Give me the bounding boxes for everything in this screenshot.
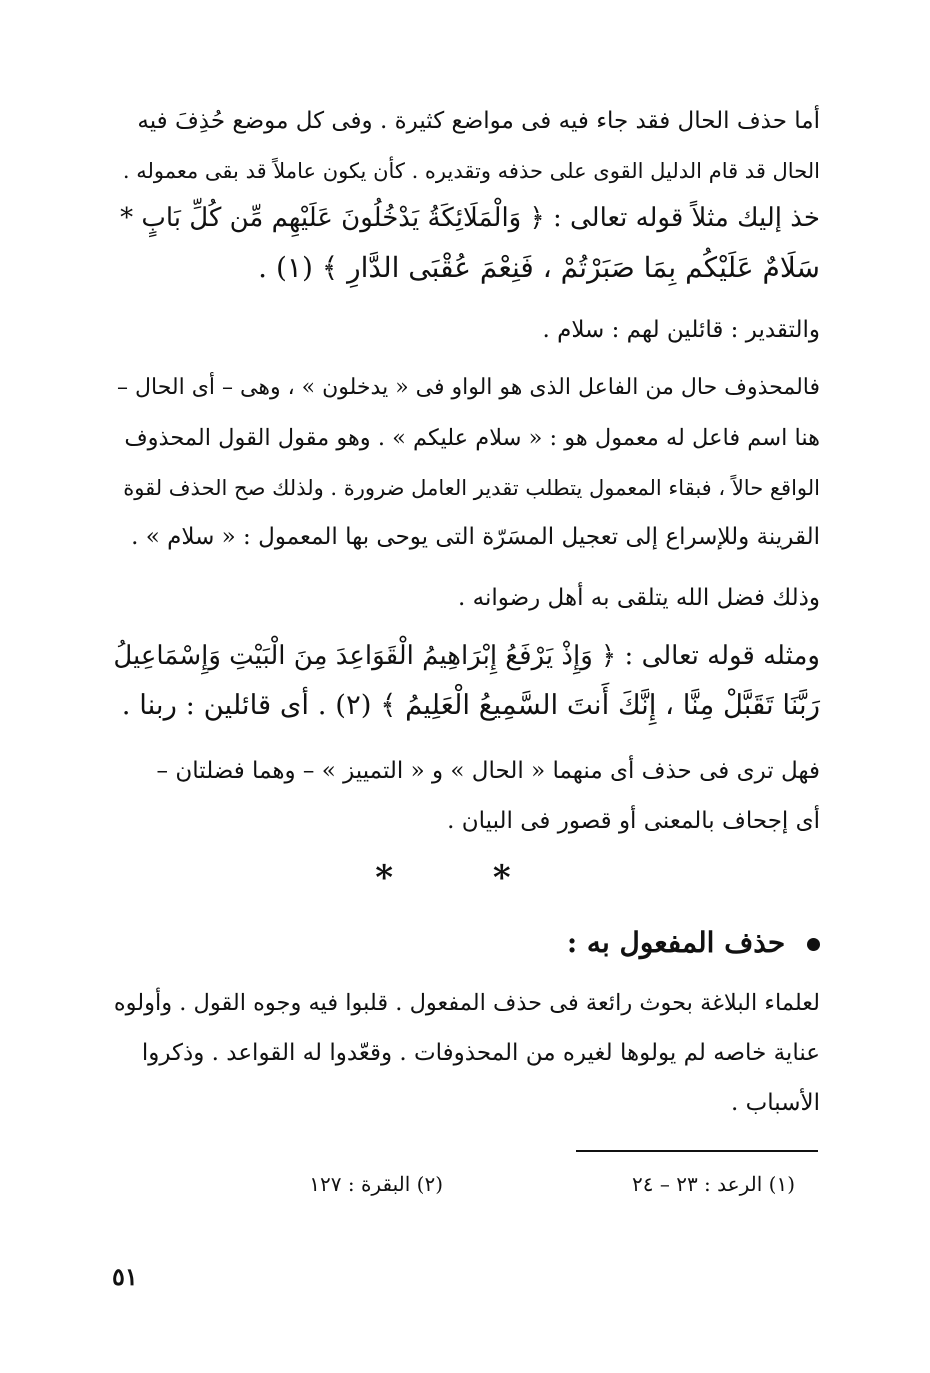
- quran-verse-line: سَلَامٌ عَلَيْكُم بِمَا صَبَرْتُمْ ، فَنِعْمَ عُقْبَى الدَّارِ ﴾ (١) .: [258, 251, 820, 284]
- section-separator: * *: [375, 858, 555, 898]
- text-line: أما حذف الحال فقد جاء فيه فى مواضع كثيرة . وفى كل موضع حُذِفَ فيه: [137, 108, 820, 134]
- text-line: القرينة وللإسراع إلى تعجيل المسَرّة التى يوحى بها المعمول : « سلام » .: [131, 524, 820, 550]
- text-line: لعلماء البلاغة بحوث رائعة فى حذف المفعول . قلبوا فيه وجوه القول . وأولوه: [113, 990, 820, 1016]
- text-line: عناية خاصه لم يولوها لغيره من المحذوفات . وقعّدوا له القواعد . وذكروا: [141, 1040, 820, 1066]
- footnote-divider: [576, 1150, 818, 1152]
- quran-verse-line: رَبَّنَا تَقَبَّلْ مِنَّا ، إِنَّكَ أَنتَ السَّمِيعُ الْعَلِيمُ ﴾ (٢) . أى قائلين : ربنا .: [121, 689, 820, 721]
- text-line: والتقدير : قائلين لهم : سلام .: [542, 317, 820, 343]
- text-line: وذلك فضل الله يتلقى به أهل رضوانه .: [457, 585, 820, 611]
- footnote-1: (١) الرعد : ٢٣ – ٢٤: [632, 1172, 795, 1196]
- text-line: الأسباب .: [730, 1090, 820, 1116]
- text-line: هنا اسم فاعل له معمول هو : « سلام عليكم » . وهو مقول القول المحذوف: [124, 425, 820, 451]
- section-heading-text: حذف المفعول به :: [566, 926, 786, 959]
- section-heading: [567, 926, 820, 959]
- quran-verse-line: خذ إليك مثلاً قوله تعالى : ﴿ وَالْمَلَائِكَةُ يَدْخُلُونَ عَلَيْهِم مِّن كُلِّ بَابٍ *: [120, 203, 820, 233]
- page-number: ٥١: [112, 1262, 138, 1291]
- bullet-icon: [807, 938, 820, 951]
- text-line: الواقع حالاً ، فبقاء المعمول يتطلب تقدير العامل ضرورة . ولذلك صح الحذف لقوة: [123, 476, 820, 500]
- footnote-2: (٢) البقرة : ١٢٧: [309, 1172, 443, 1196]
- text-line: فهل ترى فى حذف أى منهما « الحال » و « التمييز » – وهما فضلتان –: [156, 758, 820, 784]
- text-line: فالمحذوف حال من الفاعل الذى هو الواو فى « يدخلون » ، وهى – أى الحال –: [117, 375, 820, 400]
- quran-verse-line: ومثله قوله تعالى : ﴿ وَإِذْ يَرْفَعُ إِبْرَاهِيمُ الْقَوَاعِدَ مِنَ الْبَيْتِ وَإِسْمَاعِيلُ: [113, 641, 820, 671]
- text-line: أى إجحاف بالمعنى أو قصور فى البيان .: [447, 808, 820, 834]
- text-line: الحال قد قام الدليل القوى على حذفه وتقديره . كأن يكون عاملاً قد بقى معموله .: [122, 159, 820, 183]
